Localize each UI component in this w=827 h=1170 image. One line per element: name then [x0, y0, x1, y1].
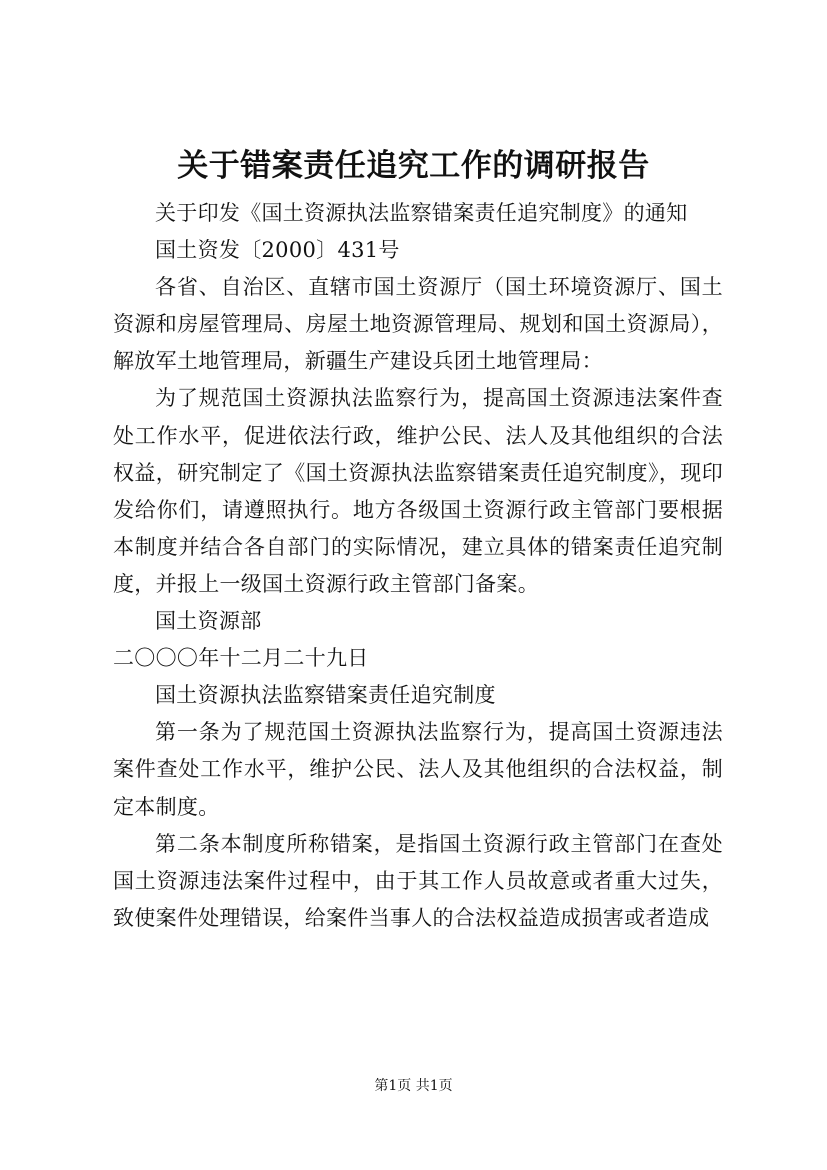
paragraph-notice-body: 为了规范国土资源执法监察行为，提高国土资源违法案件查处工作水平，促进依法行政，维护公民、法人及其他组织的合法权益，研究制定了《国土资源执法监察错案责任追究制度》，现印发给你们，请遵照执行。地方各级国土资源行政主管部门要根据本制度并结合各自部门的实际情况，建立具体的错案责任追究制度，并报上一级国土资源行政主管部门备案。: [113, 386, 723, 596]
document-body: [113, 195, 723, 937]
paragraph-regulation-title: 国土资源执法监察错案责任追究制度: [155, 683, 496, 708]
document-title: 关于错案责任追究工作的调研报告: [177, 148, 650, 184]
paragraph-issuer: 国土资源部: [155, 609, 262, 634]
paragraph-recipients: 各省、自治区、直辖市国土资源厅（国土环境资源厅、国土资源和房屋管理局、房屋土地资源管理局、规划和国土资源局），解放军土地管理局，新疆生产建设兵团土地管理局：: [113, 275, 723, 374]
page-footer: 第1页 共1页: [374, 1078, 453, 1094]
paragraph-article-2: 第二条本制度所称错案，是指国土资源行政主管部门在查处国土资源违法案件过程中，由于其工作人员故意或者重大过失，致使案件处理错误，给案件当事人的合法权益造成损害或者造成: [113, 831, 723, 930]
paragraph-notice-title: 关于印发《国土资源执法监察错案责任追究制度》的通知: [155, 201, 688, 225]
paragraph-article-1: 第一条为了规范国土资源执法监察行为，提高国土资源违法案件查处工作水平，维护公民、法人及其他组织的合法权益，制定本制度。: [113, 720, 723, 819]
paragraph-document-number: 国土资发〔2000〕431号: [155, 238, 400, 263]
paragraph-date: 二〇〇〇年十二月二十九日: [113, 646, 369, 671]
